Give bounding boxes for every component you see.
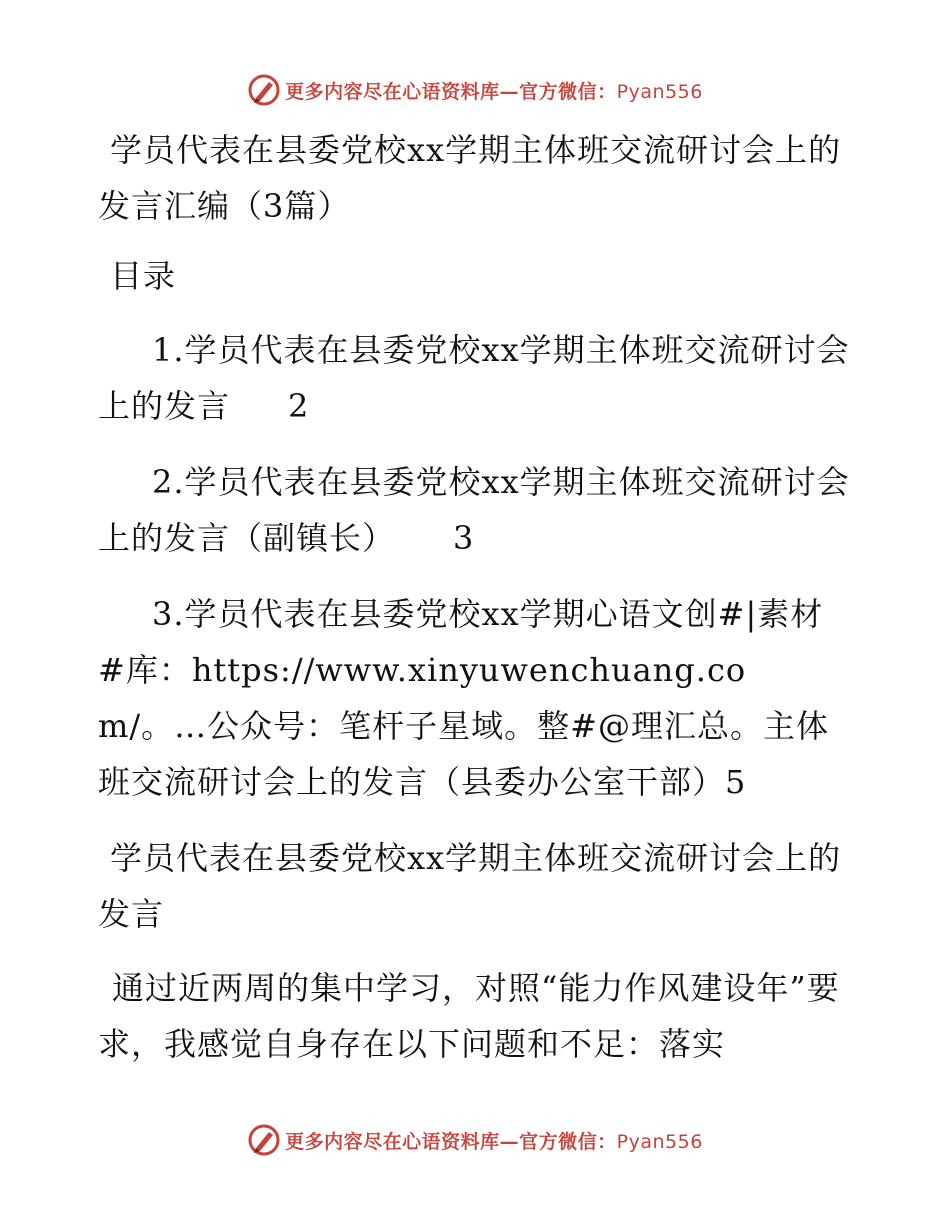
- toc-item-text: 1.学员代表在县委党校xx学期主体班交流研讨会上的发言: [98, 331, 850, 425]
- pen-logo-icon: [247, 73, 281, 107]
- toc-item-page: 2: [288, 387, 310, 425]
- watermark-text-cn: 更多内容尽在心语资料库—官方微信：: [285, 1130, 617, 1153]
- section-title: 学员代表在县委党校xx学期主体班交流研讨会上的发言: [98, 839, 842, 933]
- watermark-banner-bottom: [0, 1120, 950, 1160]
- toc-item-page: 3: [453, 519, 475, 557]
- document-title: 学员代表在县委党校xx学期主体班交流研讨会上的发言汇编（3篇）: [98, 131, 842, 225]
- watermark-text-cn: 更多内容尽在心语资料库—官方微信：: [285, 80, 617, 103]
- document-body: [98, 122, 850, 1072]
- toc-item-page: 5: [725, 763, 747, 801]
- watermark-wechat-id: Pyan556: [616, 80, 703, 103]
- toc-item: [98, 454, 850, 566]
- body-paragraph: 通过近两周的集中学习，对照“能力作风建设年”要求，我感觉自身存在以下问题和不足：落实: [98, 969, 840, 1063]
- toc-heading: 目录: [110, 257, 177, 295]
- watermark-banner-top: [0, 70, 950, 110]
- watermark-text: [285, 1127, 703, 1154]
- watermark-text: [285, 77, 703, 104]
- toc-item-text: 3.学员代表在县委党校xx学期心语文创#|素材#库：https://www.xinyuwenchuang.com/。…公众号：笔杆子星域。整#@理汇总。主体班交流研讨会上的发言（县委办公室干部）: [98, 595, 829, 801]
- watermark-wechat-id: Pyan556: [616, 1130, 703, 1153]
- toc-item-text: 2.学员代表在县委党校xx学期主体班交流研讨会上的发言（副镇长）: [98, 463, 850, 557]
- toc-item: [98, 586, 850, 810]
- pen-logo-icon: [247, 1123, 281, 1157]
- toc-item: [98, 322, 850, 434]
